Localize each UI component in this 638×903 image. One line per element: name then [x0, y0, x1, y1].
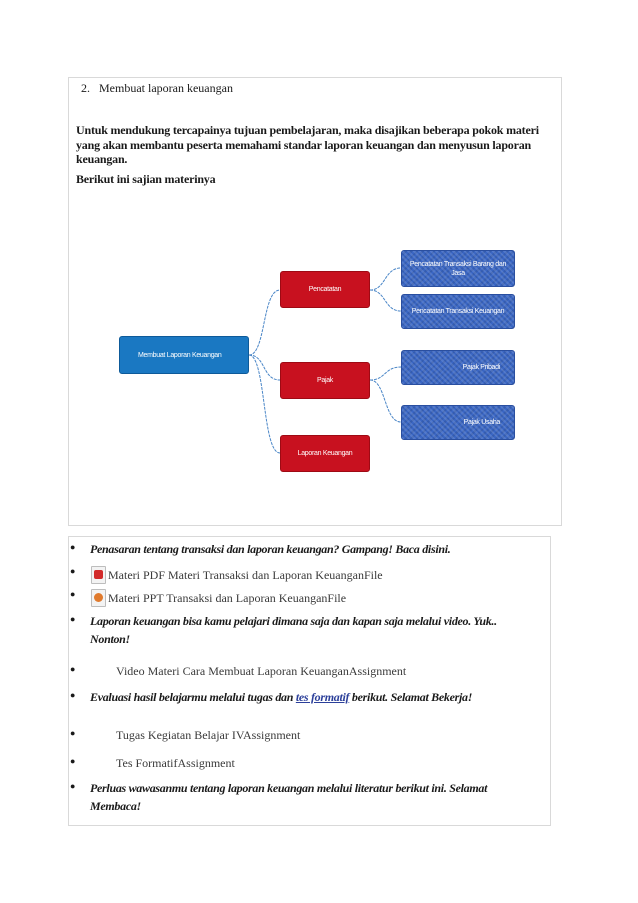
- bullet-dot: ●: [70, 614, 76, 624]
- evaluation-text-pre: Evaluasi hasil belajarmu melalui tugas dan: [90, 690, 296, 704]
- tugas-assignment-link[interactable]: Tugas Kegiatan Belajar IVAssignment: [116, 728, 301, 742]
- bullet-dot: ●: [70, 542, 76, 552]
- video-assignment-link[interactable]: Video Materi Cara Membuat Laporan KeuanganAssignment: [116, 664, 407, 678]
- intro-paragraph: Untuk mendukung tercapainya tujuan pembelajaran, maka disajikan beberapa pokok materi yang akan membantu peserta memahami standar laporan keuangan dan menyusun laporan keuangan.: [76, 123, 539, 166]
- literature-line2: Membaca!: [90, 799, 141, 813]
- mind-map-diagram: [68, 230, 562, 480]
- intro-subline: Berikut ini sajian materinya: [76, 172, 216, 186]
- connector-root-laporan: [249, 355, 280, 453]
- bullet-dot: ●: [70, 566, 76, 576]
- bullet-dot: ●: [70, 781, 76, 791]
- evaluation-text-post: berikut. Selamat Bekerja!: [349, 690, 473, 704]
- node-pajak: Pajak: [280, 362, 370, 399]
- ppt-materi-link[interactable]: Materi PPT Transaksi dan Laporan KeuanganFile: [108, 591, 347, 605]
- bullet-dot: ●: [70, 728, 76, 738]
- node-laporan-keuangan: Laporan Keuangan: [280, 435, 370, 472]
- video-intro-line1: Laporan keuangan bisa kamu pelajari dimana saja dan kapan saja melalui video. Yuk..: [90, 614, 497, 628]
- ppt-file-icon: [90, 589, 106, 606]
- literature-line1: Perluas wawasanmu tentang laporan keuangan melalui literatur berikut ini. Selamat: [90, 781, 488, 795]
- connector-root-pencatatan: [249, 290, 280, 355]
- bullet-dot: ●: [70, 756, 76, 766]
- tes-formatif-link[interactable]: tes formatif: [295, 690, 350, 704]
- read-more-text: Penasaran tentang transaksi dan laporan keuangan? Gampang! Baca disini.: [90, 542, 451, 556]
- tes-formatif-assignment-link[interactable]: Tes FormatifAssignment: [116, 756, 235, 770]
- section-title: Membuat laporan keuangan: [99, 81, 233, 95]
- node-pajak-pribadi: Pajak Pribadi: [401, 350, 515, 385]
- video-intro-line2: Nonton!: [90, 632, 130, 646]
- node-root: Membuat Laporan Keuangan: [119, 336, 249, 374]
- connector-pajak-leaf2: [370, 380, 401, 422]
- node-pencatatan-keuangan: Pencatatan Transaksi Keuangan: [401, 294, 515, 329]
- bullet-dot: ●: [70, 664, 76, 674]
- connector-pajak-leaf1: [370, 367, 401, 380]
- node-pencatatan-barang-jasa: Pencatatan Transaksi Barang dan Jasa: [401, 250, 515, 287]
- section-number: 2.: [81, 81, 90, 95]
- bullet-dot: ●: [70, 589, 76, 599]
- pdf-file-icon: [90, 566, 106, 583]
- connector-pencatatan-leaf1: [370, 268, 401, 290]
- node-pencatatan: Pencatatan: [280, 271, 370, 308]
- node-pajak-usaha: Pajak Usaha: [401, 405, 515, 440]
- connector-pencatatan-leaf2: [370, 290, 401, 311]
- section-heading: [81, 81, 233, 96]
- bullet-dot: ●: [70, 690, 76, 700]
- pdf-materi-link[interactable]: Materi PDF Materi Transaksi dan Laporan KeuanganFile: [108, 568, 383, 582]
